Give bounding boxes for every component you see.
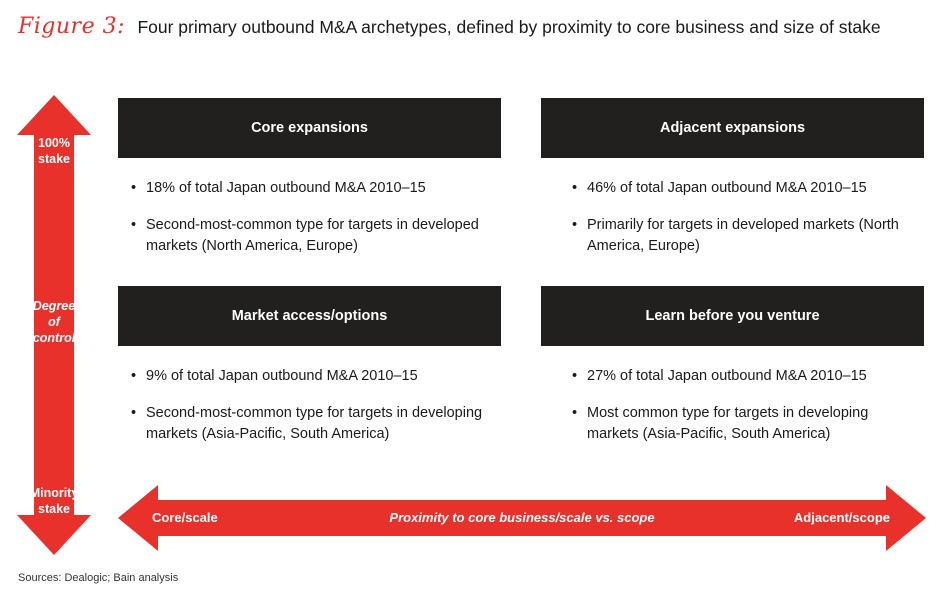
core-expansions-header: Core expansions xyxy=(118,98,501,158)
sources-note: Sources: Dealogic; Bain analysis xyxy=(18,572,179,584)
list-item: • Second-most-common type for targets in developed markets (North America, Europe) xyxy=(131,215,506,257)
list-item: • 18% of total Japan outbound M&A 2010–15 xyxy=(131,178,506,199)
vertical-axis-arrow xyxy=(17,95,91,555)
list-item: • Most common type for targets in developing markets (Asia-Pacific, South America) xyxy=(572,403,922,445)
learn-before-venture-header: Learn before you venture xyxy=(541,286,924,346)
figure-title-text: Four primary outbound M&A archetypes, defined by proximity to core business and size of stake xyxy=(137,17,881,37)
horizontal-axis-center-label: Proximity to core business/scale vs. scope xyxy=(389,510,655,525)
vertical-axis-top-label: 100% stake xyxy=(38,136,70,166)
figure-label: Figure 3: xyxy=(18,14,125,39)
adjacent-expansions-bullets xyxy=(572,178,922,273)
horizontal-axis-arrow xyxy=(118,485,926,551)
learn-before-venture-bullets xyxy=(572,366,922,461)
list-item: • Second-most-common type for targets in developing markets (Asia-Pacific, South America) xyxy=(131,403,506,445)
vertical-axis-bottom-label: Minority stake xyxy=(29,486,79,516)
list-item: • 9% of total Japan outbound M&A 2010–15 xyxy=(131,366,506,387)
market-access-header: Market access/options xyxy=(118,286,501,346)
horizontal-axis-right-label: Adjacent/scope xyxy=(793,510,890,525)
adjacent-expansions-header: Adjacent expansions xyxy=(541,98,924,158)
figure-title xyxy=(18,14,881,39)
list-item: • 46% of total Japan outbound M&A 2010–15 xyxy=(572,178,922,199)
market-access-bullets xyxy=(131,366,506,461)
vertical-axis-middle-label: Degree of control xyxy=(32,299,76,345)
list-item: • Primarily for targets in developed markets (North America, Europe) xyxy=(572,215,922,257)
list-item: • 27% of total Japan outbound M&A 2010–15 xyxy=(572,366,922,387)
horizontal-axis-left-label: Core/scale xyxy=(152,510,218,525)
core-expansions-bullets xyxy=(131,178,506,273)
